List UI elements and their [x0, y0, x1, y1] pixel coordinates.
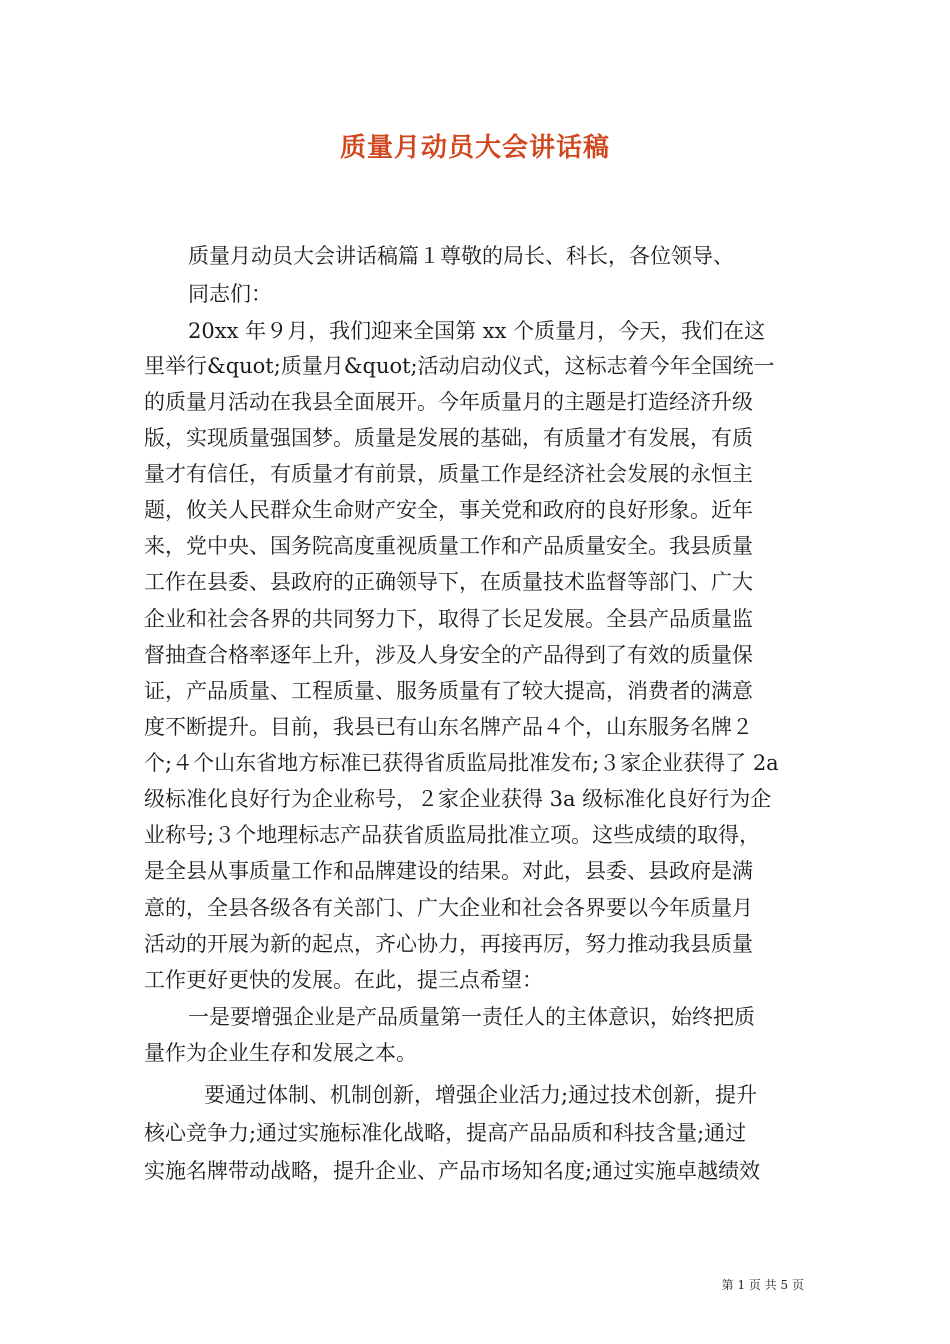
text-line: 里举行&quot;质量月&quot;活动启动仪式，这标志着今年全国统一: [144, 354, 775, 378]
text-line: 业称号;３个地理标志产品获省质监局批准立项。这些成绩的取得，: [144, 823, 761, 847]
text-line: 工作更好更快的发展。在此，提三点希望：: [144, 968, 543, 992]
text-line: 版，实现质量强国梦。质量是发展的基础，有质量才有发展，有质: [144, 426, 753, 450]
text-line: 级标准化良好行为企业称号，２家企业获得 3a 级标准化良好行为企: [144, 787, 772, 811]
text-line: 题，攸关人民群众生命财产安全，事关党和政府的良好形象。近年: [144, 498, 753, 522]
text-line: 同志们：: [188, 282, 272, 306]
text-line: 证，产品质量、工程质量、服务质量有了较大提高，消费者的满意: [144, 679, 753, 703]
text-line: 工作在县委、县政府的正确领导下，在质量技术监督等部门、广大: [144, 570, 753, 594]
text-line: 个;４个山东省地方标准已获得省质监局批准发布;３家企业获得了 2a: [144, 751, 779, 775]
text-line: 量作为企业生存和发展之本。: [144, 1041, 417, 1065]
text-line: 意的，全县各级各有关部门、广大企业和社会各界要以今年质量月: [144, 896, 753, 920]
text-line: 实施名牌带动战略，提升企业、产品市场知名度;通过实施卓越绩效: [144, 1159, 761, 1183]
text-line: 量才有信任，有质量才有前景，质量工作是经济社会发展的永恒主: [144, 462, 753, 486]
text-line: 20xx 年９月，我们迎来全国第 xx 个质量月，今天，我们在这: [188, 319, 766, 343]
document-title: 质量月动员大会讲话稿: [339, 133, 610, 163]
page-number: 第 1 页 共 5 页: [721, 1278, 804, 1292]
text-line: 督抽查合格率逐年上升，涉及人身安全的产品得到了有效的质量保: [144, 643, 753, 667]
text-line: 要通过体制、机制创新，增强企业活力;通过技术创新，提升: [204, 1083, 758, 1107]
text-line: 一是要增强企业是产品质量第一责任人的主体意识，始终把质: [188, 1005, 755, 1029]
text-line: 核心竞争力;通过实施标准化战略，提高产品品质和科技含量;通过: [144, 1121, 747, 1145]
text-line: 的质量月活动在我县全面展开。今年质量月的主题是打造经济升级: [144, 390, 753, 414]
text-line: 是全县从事质量工作和品牌建设的结果。对此，县委、县政府是满: [144, 859, 753, 883]
text-line: 活动的开展为新的起点，齐心协力，再接再厉，努力推动我县质量: [144, 932, 753, 956]
text-line: 质量月动员大会讲话稿篇１尊敬的局长、科长，各位领导、: [188, 244, 734, 268]
text-line: 度不断提升。目前，我县已有山东名牌产品４个，山东服务名牌２: [144, 715, 753, 739]
text-line: 来，党中央、国务院高度重视质量工作和产品质量安全。我县质量: [144, 534, 753, 558]
text-line: 企业和社会各界的共同努力下，取得了长足发展。全县产品质量监: [144, 607, 753, 631]
